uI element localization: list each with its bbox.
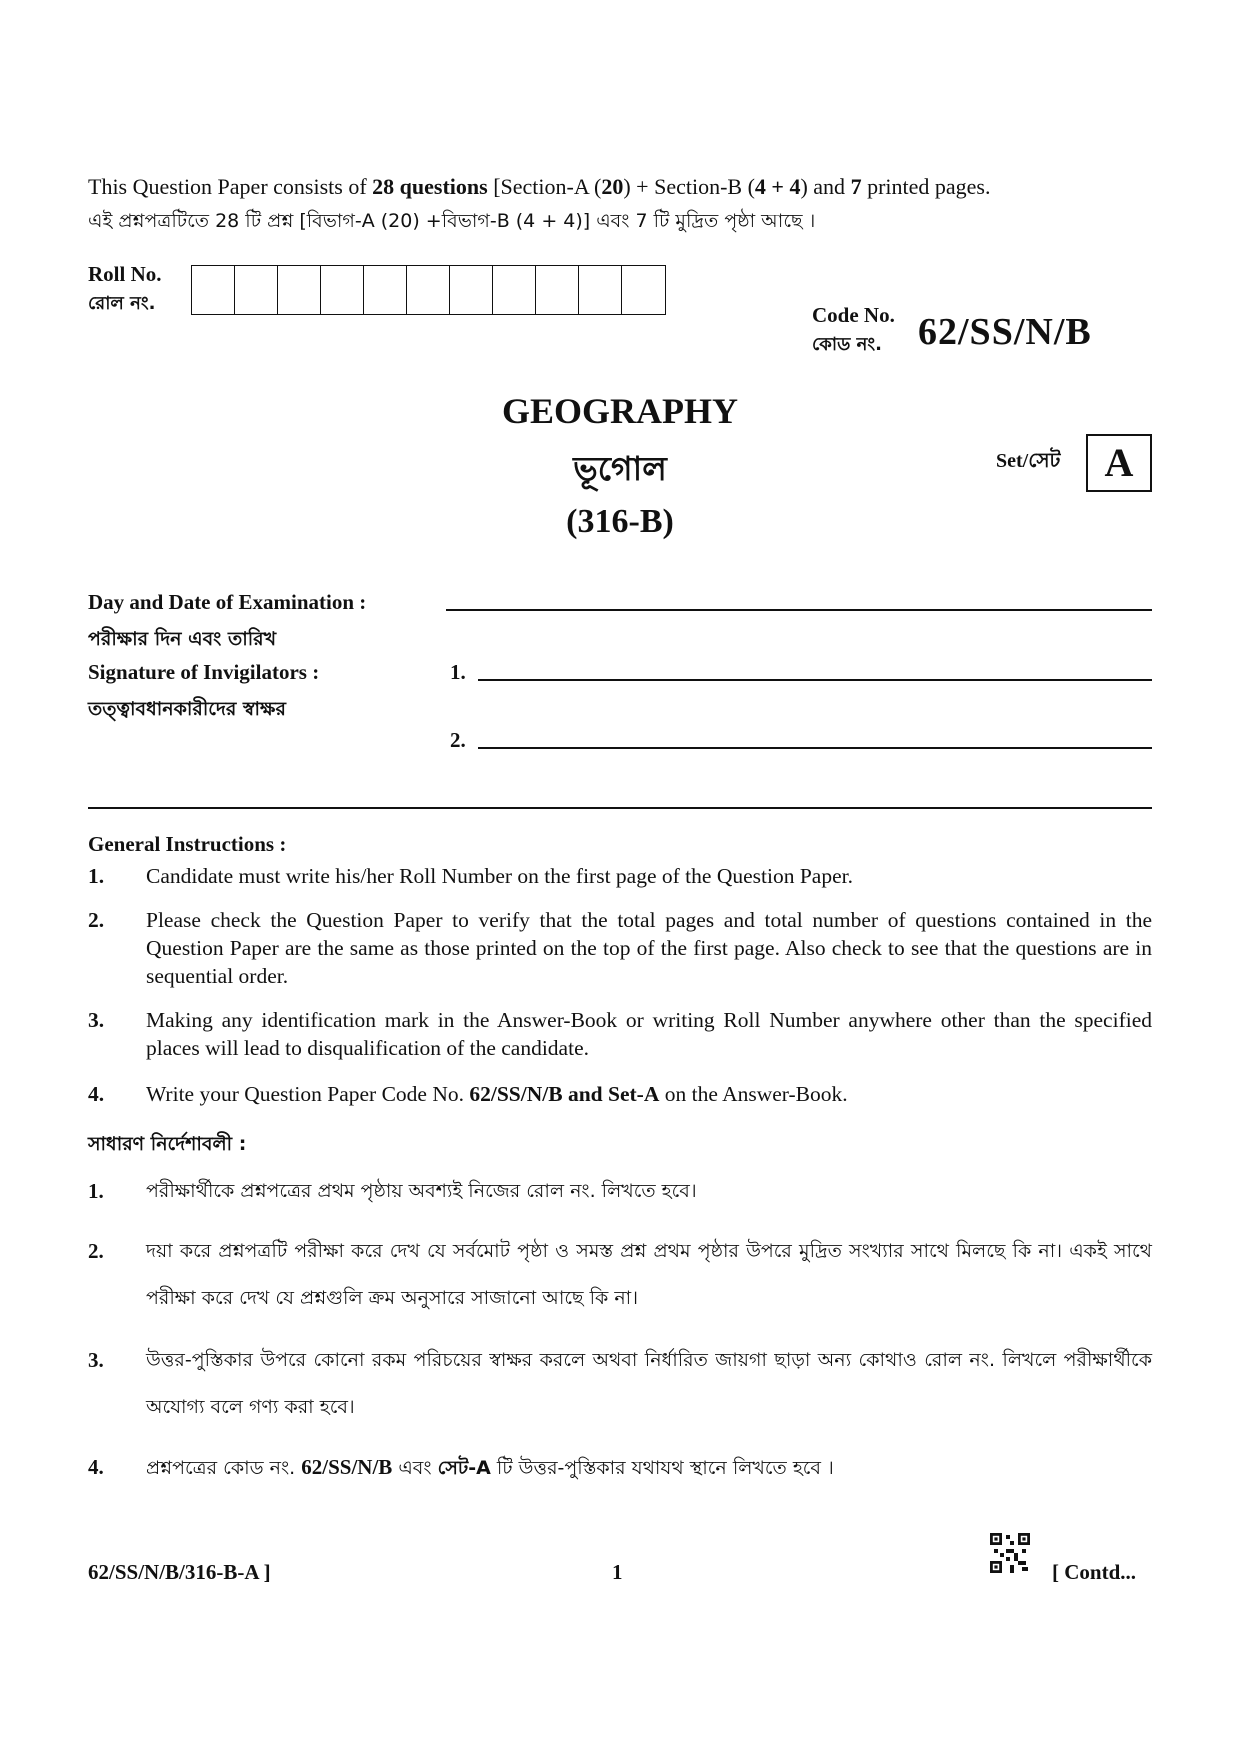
instruction-text: পরীক্ষার্থীকে প্রশ্নপত্রের প্রথম পৃষ্ঠায় অবশ্যই নিজের রোল নং. লিখতে হবে। <box>146 1180 697 1202</box>
roll-box[interactable] <box>622 266 665 314</box>
intro-text: ) + Section-B ( <box>623 174 755 199</box>
roll-box[interactable] <box>278 266 321 314</box>
instruction-text: দয়া করে প্রশ্নপত্রটি পরীক্ষা করে দেখ যে সর্বমোট পৃষ্ঠা ও সমস্ত প্রশ্ন প্রথম পৃষ্ঠার উপরে মুদ্রিত সংখ্যার সাথে মিলছে কি না। একই সাথে পরীক্ষা করে দেখ যে প্রশ্নগুলি ক্রম অনুসারে সাজানো আছে কি না। <box>146 1240 1152 1309</box>
invigilator-signature-label-bn: তত্ত্বাবধানকারীদের স্বাক্ষর <box>88 698 286 720</box>
exam-date-line[interactable] <box>446 609 1152 611</box>
bengali-instruction-item <box>88 1168 1152 1215</box>
set-label-text: Set/সেট <box>996 450 1061 472</box>
roll-box[interactable] <box>235 266 278 314</box>
instruction-text: Making any identification mark in the Answer-Book or writing Roll Number anywhere other than the specified places will lead to disqualification of the candidate. <box>146 1008 1152 1060</box>
intro-text: printed pages. <box>861 174 991 199</box>
roll-box[interactable] <box>536 266 579 314</box>
intro-text: [Section-A ( <box>487 174 602 199</box>
code-number-value: 62/SS/N/B <box>918 311 1092 353</box>
subject-title-bengali: ভূগোল <box>573 449 667 488</box>
intro-bengali: এই প্রশ্নপত্রটিতে 28 টি প্রশ্ন [বিভাগ-A (20) +বিভাগ-B (4 + 4)] এবং 7 টি মুদ্রিত পৃষ্ঠা আছে । <box>88 210 816 232</box>
roll-box[interactable] <box>364 266 407 314</box>
instruction-text-part: প্রশ্নপত্রের কোড নং. <box>146 1457 302 1479</box>
footer-paper-code: 62/SS/N/B/316-B-A ] <box>88 1560 271 1584</box>
intro-english <box>88 170 990 203</box>
roll-box[interactable] <box>192 266 235 314</box>
instruction-text <box>146 1444 1152 1492</box>
instruction-number: 2. <box>88 1239 104 1263</box>
section-divider <box>88 807 1152 809</box>
instruction-text-part: Write your Question Paper Code No. <box>146 1082 470 1106</box>
code-label-bn: কোড নং. <box>812 334 882 355</box>
instruction-set: সেট-A <box>437 1457 491 1479</box>
signature-2-number: 2. <box>450 728 466 752</box>
roll-box[interactable] <box>493 266 536 314</box>
instruction-text-part: টি উত্তর-পুস্তিকার যথাযথ স্থানে লিখতে হবে । <box>490 1457 834 1479</box>
qr-code-icon <box>990 1533 1030 1573</box>
instruction-number: 2. <box>88 908 105 932</box>
set-label <box>996 446 1060 479</box>
invigilator-signature-label: Signature of Invigilators : <box>88 660 320 684</box>
roll-label-en: Roll No. <box>88 262 162 286</box>
continued-label: [ Contd... <box>1052 1560 1137 1584</box>
instruction-item <box>88 862 1152 890</box>
page-number: 1 <box>612 1560 623 1584</box>
bengali-instruction-item <box>88 1337 1152 1431</box>
instruction-number: 4. <box>88 1455 104 1479</box>
signature-1-number: 1. <box>450 660 466 684</box>
instruction-number: 1. <box>88 1179 104 1203</box>
roll-box[interactable] <box>321 266 364 314</box>
intro-page-count: 7 <box>850 174 862 199</box>
roll-label-bn: রোল নং. <box>88 293 156 314</box>
bengali-instructions-heading: সাধারণ নির্দেশাবলী : <box>88 1133 247 1155</box>
set-box: A <box>1086 434 1152 492</box>
intro-text: ) and <box>800 174 851 199</box>
signature-1-line[interactable] <box>478 679 1152 681</box>
instruction-text: উত্তর-পুস্তিকার উপরে কোনো রকম পরিচয়ের স্বাক্ষর করলে অথবা নির্ধারিত জায়গা ছাড়া অন্য কোথাও রোল নং. লিখলে পরীক্ষার্থীকে অযোগ্য বলে গণ্য করা হবে। <box>146 1349 1152 1418</box>
roll-number-label <box>88 260 162 318</box>
subject-code: (316-B) <box>566 503 674 540</box>
roll-box[interactable] <box>407 266 450 314</box>
instruction-item <box>88 1080 1152 1108</box>
instruction-code: 62/SS/N/B <box>469 1082 563 1106</box>
instruction-text-part: এবং <box>392 1457 438 1479</box>
instruction-text-part: and <box>562 1082 608 1106</box>
instruction-item <box>88 1006 1152 1062</box>
bengali-instruction-item <box>88 1444 1152 1492</box>
instruction-text: Candidate must write his/her Roll Number on the first page of the Question Paper. <box>146 864 853 888</box>
roll-box[interactable] <box>450 266 493 314</box>
roll-box[interactable] <box>579 266 622 314</box>
bengali-instruction-item <box>88 1228 1152 1322</box>
exam-date-label: Day and Date of Examination : <box>88 590 367 614</box>
instruction-text-part: on the Answer-Book. <box>659 1082 848 1106</box>
instruction-number: 1. <box>88 864 105 888</box>
instruction-code: 62/SS/N/B <box>301 1455 393 1479</box>
general-instructions-heading: General Instructions : <box>88 832 287 856</box>
instruction-number: 3. <box>88 1008 105 1032</box>
roll-number-boxes[interactable] <box>191 265 666 315</box>
instruction-text: Please check the Question Paper to verify that the total pages and total number of questions contained in the Question Paper are the same as those printed on the top of the first page. Also check to see that the questions are in sequential order. <box>146 908 1152 988</box>
intro-text: This Question Paper consists of <box>88 174 373 199</box>
exam-date-label-bn: পরীক্ষার দিন এবং তারিখ <box>88 628 277 650</box>
code-label-en: Code No. <box>812 303 895 327</box>
intro-section-a-count: 20 <box>601 174 624 199</box>
code-number-label <box>812 300 895 360</box>
instruction-item <box>88 906 1152 990</box>
signature-2-line[interactable] <box>478 747 1152 749</box>
intro-question-count: 28 questions <box>372 174 488 199</box>
subject-title-english: GEOGRAPHY <box>501 391 738 431</box>
instruction-set: Set-A <box>608 1082 660 1106</box>
instruction-text <box>146 1080 1152 1108</box>
intro-section-b-count: 4 + 4 <box>754 174 801 199</box>
instruction-number: 3. <box>88 1348 104 1372</box>
instruction-number: 4. <box>88 1082 105 1106</box>
